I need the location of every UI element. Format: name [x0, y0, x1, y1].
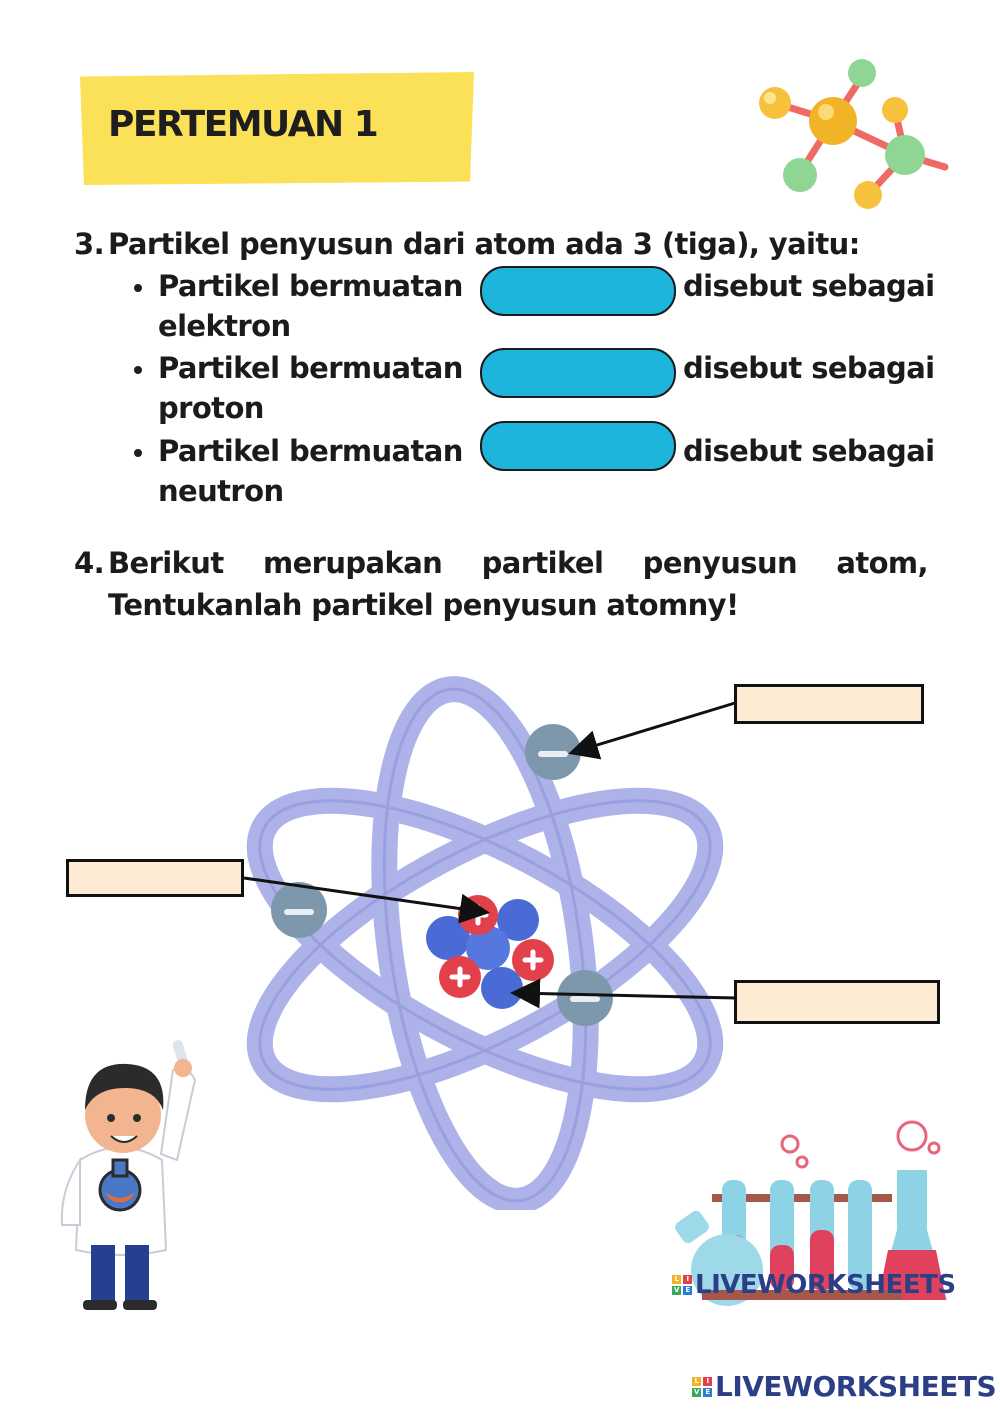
liveworksheets-logo-icon: L I V E: [672, 1275, 692, 1295]
footer-watermark: [692, 1370, 996, 1403]
item-1-prefix: Partikel bermuatan: [158, 269, 463, 303]
question-4-word: partikel: [481, 546, 604, 580]
watermark-text: LIVEWORKSHEETS: [695, 1270, 956, 1300]
question-4-word: Berikut: [108, 546, 224, 580]
item-1-suffix: disebut sebagai: [683, 269, 935, 303]
item-2-suffix: disebut sebagai: [683, 351, 935, 385]
label-input-proton[interactable]: [66, 859, 244, 897]
question-4-word: atom,: [836, 546, 928, 580]
label-input-electron[interactable]: [734, 684, 924, 724]
watermark-small: [672, 1270, 956, 1300]
question-4-word: penyusun: [642, 546, 798, 580]
question-3-prompt: Partikel penyusun dari atom ada 3 (tiga), yaitu:: [108, 227, 860, 261]
question-4-number: 4.: [74, 546, 104, 580]
scientist-illustration: [55, 1040, 205, 1315]
item-3-prefix: Partikel bermuatan: [158, 434, 463, 468]
question-4-line-2: Tentukanlah partikel penyusun atomny!: [108, 588, 739, 622]
item-2-particle: proton: [158, 391, 264, 425]
question-4-word: merupakan: [262, 546, 443, 580]
page-title: PERTEMUAN 1: [108, 104, 378, 145]
arrow-to-neutron: [516, 993, 736, 998]
item-3-suffix: disebut sebagai: [683, 434, 935, 468]
item-2-prefix: Partikel bermuatan: [158, 351, 463, 385]
question-3-number: 3.: [74, 227, 104, 261]
item-1-particle: elektron: [158, 309, 291, 343]
item-3-particle: neutron: [158, 474, 284, 508]
label-input-neutron[interactable]: [734, 980, 940, 1024]
liveworksheets-logo-icon: L I V E: [692, 1377, 712, 1397]
arrow-to-proton: [244, 878, 484, 912]
arrow-to-electron: [574, 703, 735, 752]
footer-watermark-text: LIVEWORKSHEETS: [715, 1370, 997, 1403]
